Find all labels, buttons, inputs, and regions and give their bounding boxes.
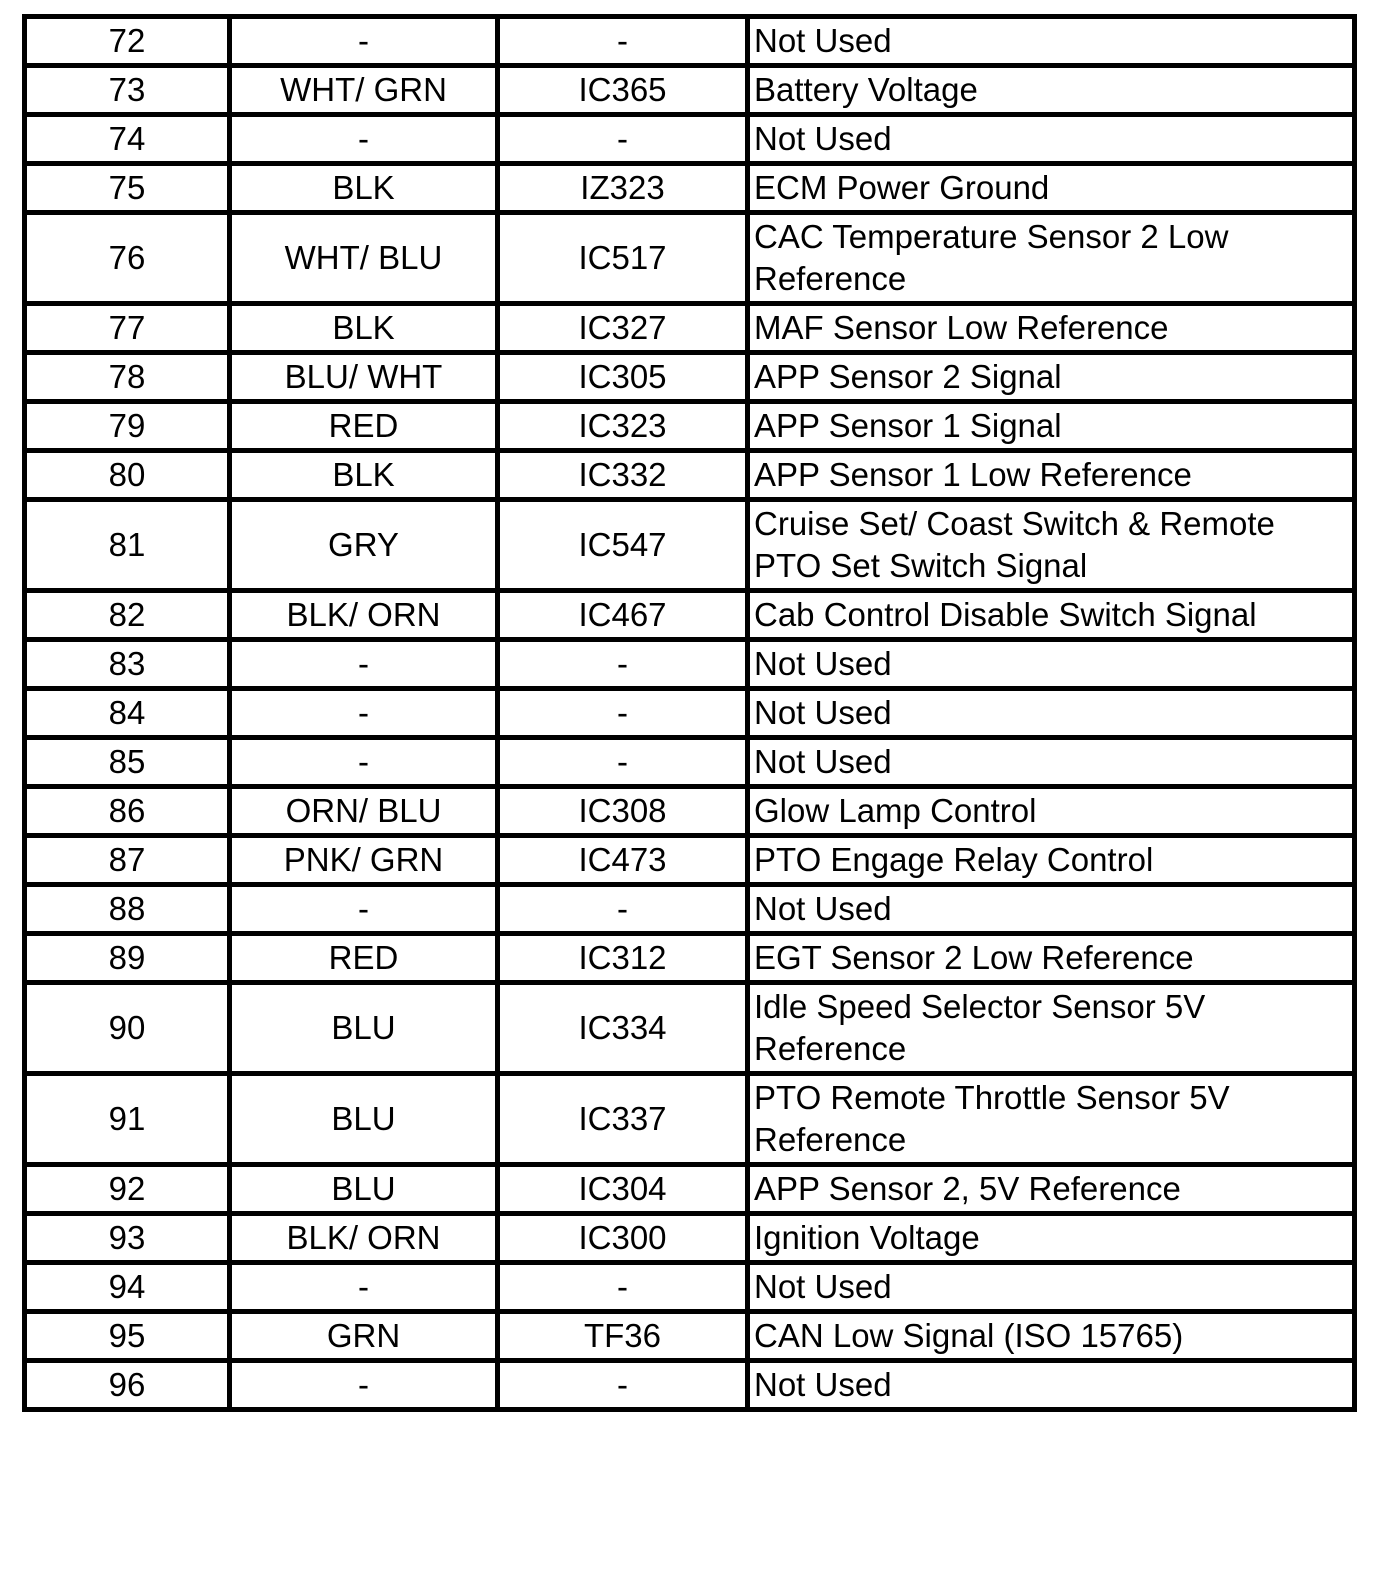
table-row	[25, 115, 1355, 164]
wire-color-cell: BLU	[230, 1074, 498, 1165]
wire-color-cell: -	[230, 738, 498, 787]
pin-function-cell: PTO Engage Relay Control	[748, 836, 1355, 885]
pin-function-cell: ECM Power Ground	[748, 164, 1355, 213]
circuit-number-cell: IC323	[498, 402, 748, 451]
pin-number-cell: 96	[25, 1361, 230, 1410]
pin-number-cell: 75	[25, 164, 230, 213]
circuit-number-cell: -	[498, 115, 748, 164]
wire-color-cell: BLU	[230, 1165, 498, 1214]
wire-color-cell: -	[230, 885, 498, 934]
pin-function-cell: APP Sensor 1 Low Reference	[748, 451, 1355, 500]
circuit-number-cell: IC304	[498, 1165, 748, 1214]
table-row	[25, 1074, 1355, 1165]
wire-color-cell: -	[230, 1263, 498, 1312]
wire-color-cell: PNK/ GRN	[230, 836, 498, 885]
pin-number-cell: 79	[25, 402, 230, 451]
pin-number-cell: 81	[25, 500, 230, 591]
table-row	[25, 213, 1355, 304]
table-row	[25, 885, 1355, 934]
pin-number-cell: 77	[25, 304, 230, 353]
table-row	[25, 66, 1355, 115]
pin-number-cell: 92	[25, 1165, 230, 1214]
wire-color-cell: WHT/ BLU	[230, 213, 498, 304]
table-row	[25, 787, 1355, 836]
pin-function-cell: APP Sensor 2 Signal	[748, 353, 1355, 402]
pin-function-cell: Not Used	[748, 738, 1355, 787]
circuit-number-cell: -	[498, 689, 748, 738]
table-row	[25, 1165, 1355, 1214]
pin-number-cell: 82	[25, 591, 230, 640]
table-row	[25, 451, 1355, 500]
circuit-number-cell: -	[498, 885, 748, 934]
circuit-number-cell: IC332	[498, 451, 748, 500]
table-row	[25, 689, 1355, 738]
pin-function-cell: Glow Lamp Control	[748, 787, 1355, 836]
pin-number-cell: 78	[25, 353, 230, 402]
table-row	[25, 17, 1355, 66]
circuit-number-cell: IC517	[498, 213, 748, 304]
pin-function-cell: Not Used	[748, 689, 1355, 738]
wire-color-cell: BLK/ ORN	[230, 591, 498, 640]
pin-number-cell: 95	[25, 1312, 230, 1361]
pin-function-cell: MAF Sensor Low Reference	[748, 304, 1355, 353]
pin-number-cell: 84	[25, 689, 230, 738]
table-row	[25, 1361, 1355, 1410]
circuit-number-cell: IC365	[498, 66, 748, 115]
pin-function-cell: Not Used	[748, 1263, 1355, 1312]
circuit-number-cell: IC547	[498, 500, 748, 591]
pin-number-cell: 80	[25, 451, 230, 500]
pin-function-cell: Battery Voltage	[748, 66, 1355, 115]
pin-number-cell: 83	[25, 640, 230, 689]
circuit-number-cell: IZ323	[498, 164, 748, 213]
pin-function-cell: Cruise Set/ Coast Switch & Remote PTO Set Switch Signal	[748, 500, 1355, 591]
pin-function-cell: Not Used	[748, 640, 1355, 689]
pin-function-cell: Not Used	[748, 885, 1355, 934]
circuit-number-cell: -	[498, 640, 748, 689]
wire-color-cell: BLK/ ORN	[230, 1214, 498, 1263]
table-row	[25, 640, 1355, 689]
pin-number-cell: 72	[25, 17, 230, 66]
circuit-number-cell: IC337	[498, 1074, 748, 1165]
pin-function-cell: Not Used	[748, 115, 1355, 164]
table-row	[25, 304, 1355, 353]
table-row	[25, 1263, 1355, 1312]
wire-color-cell: -	[230, 640, 498, 689]
wire-color-cell: -	[230, 115, 498, 164]
circuit-number-cell: IC305	[498, 353, 748, 402]
table-row	[25, 738, 1355, 787]
wire-color-cell: WHT/ GRN	[230, 66, 498, 115]
pin-function-cell: CAC Temperature Sensor 2 Low Reference	[748, 213, 1355, 304]
circuit-number-cell: IC300	[498, 1214, 748, 1263]
pin-number-cell: 87	[25, 836, 230, 885]
pin-number-cell: 88	[25, 885, 230, 934]
circuit-number-cell: -	[498, 1361, 748, 1410]
pin-function-cell: APP Sensor 1 Signal	[748, 402, 1355, 451]
pin-function-cell: Not Used	[748, 1361, 1355, 1410]
circuit-number-cell: TF36	[498, 1312, 748, 1361]
table-row	[25, 1214, 1355, 1263]
circuit-number-cell: -	[498, 1263, 748, 1312]
wire-color-cell: RED	[230, 934, 498, 983]
circuit-number-cell: IC308	[498, 787, 748, 836]
table-row	[25, 500, 1355, 591]
wire-color-cell: GRY	[230, 500, 498, 591]
table-row	[25, 402, 1355, 451]
wire-color-cell: -	[230, 17, 498, 66]
wire-color-cell: BLU/ WHT	[230, 353, 498, 402]
pin-function-cell: PTO Remote Throttle Sensor 5V Reference	[748, 1074, 1355, 1165]
table-row	[25, 836, 1355, 885]
circuit-number-cell: -	[498, 17, 748, 66]
connector-pinout-table	[22, 14, 1357, 1412]
pin-number-cell: 76	[25, 213, 230, 304]
pin-function-cell: EGT Sensor 2 Low Reference	[748, 934, 1355, 983]
pinout-table-body	[25, 17, 1355, 1410]
table-row	[25, 353, 1355, 402]
table-row	[25, 983, 1355, 1074]
circuit-number-cell: IC467	[498, 591, 748, 640]
wire-color-cell: GRN	[230, 1312, 498, 1361]
pin-function-cell: Not Used	[748, 17, 1355, 66]
circuit-number-cell: IC473	[498, 836, 748, 885]
pin-number-cell: 93	[25, 1214, 230, 1263]
pin-number-cell: 94	[25, 1263, 230, 1312]
wire-color-cell: BLK	[230, 164, 498, 213]
wire-color-cell: ORN/ BLU	[230, 787, 498, 836]
wire-color-cell: -	[230, 1361, 498, 1410]
pin-number-cell: 74	[25, 115, 230, 164]
table-row	[25, 591, 1355, 640]
wire-color-cell: BLK	[230, 304, 498, 353]
wire-color-cell: BLU	[230, 983, 498, 1074]
wire-color-cell: RED	[230, 402, 498, 451]
table-row	[25, 1312, 1355, 1361]
pin-number-cell: 73	[25, 66, 230, 115]
circuit-number-cell: -	[498, 738, 748, 787]
pin-number-cell: 86	[25, 787, 230, 836]
wire-color-cell: BLK	[230, 451, 498, 500]
pin-function-cell: CAN Low Signal (ISO 15765)	[748, 1312, 1355, 1361]
pin-function-cell: Idle Speed Selector Sensor 5V Reference	[748, 983, 1355, 1074]
pin-number-cell: 85	[25, 738, 230, 787]
table-row	[25, 164, 1355, 213]
pin-function-cell: Cab Control Disable Switch Signal	[748, 591, 1355, 640]
wire-color-cell: -	[230, 689, 498, 738]
circuit-number-cell: IC312	[498, 934, 748, 983]
circuit-number-cell: IC334	[498, 983, 748, 1074]
pin-number-cell: 90	[25, 983, 230, 1074]
pin-function-cell: APP Sensor 2, 5V Reference	[748, 1165, 1355, 1214]
circuit-number-cell: IC327	[498, 304, 748, 353]
table-row	[25, 934, 1355, 983]
pin-number-cell: 89	[25, 934, 230, 983]
pin-function-cell: Ignition Voltage	[748, 1214, 1355, 1263]
pin-number-cell: 91	[25, 1074, 230, 1165]
